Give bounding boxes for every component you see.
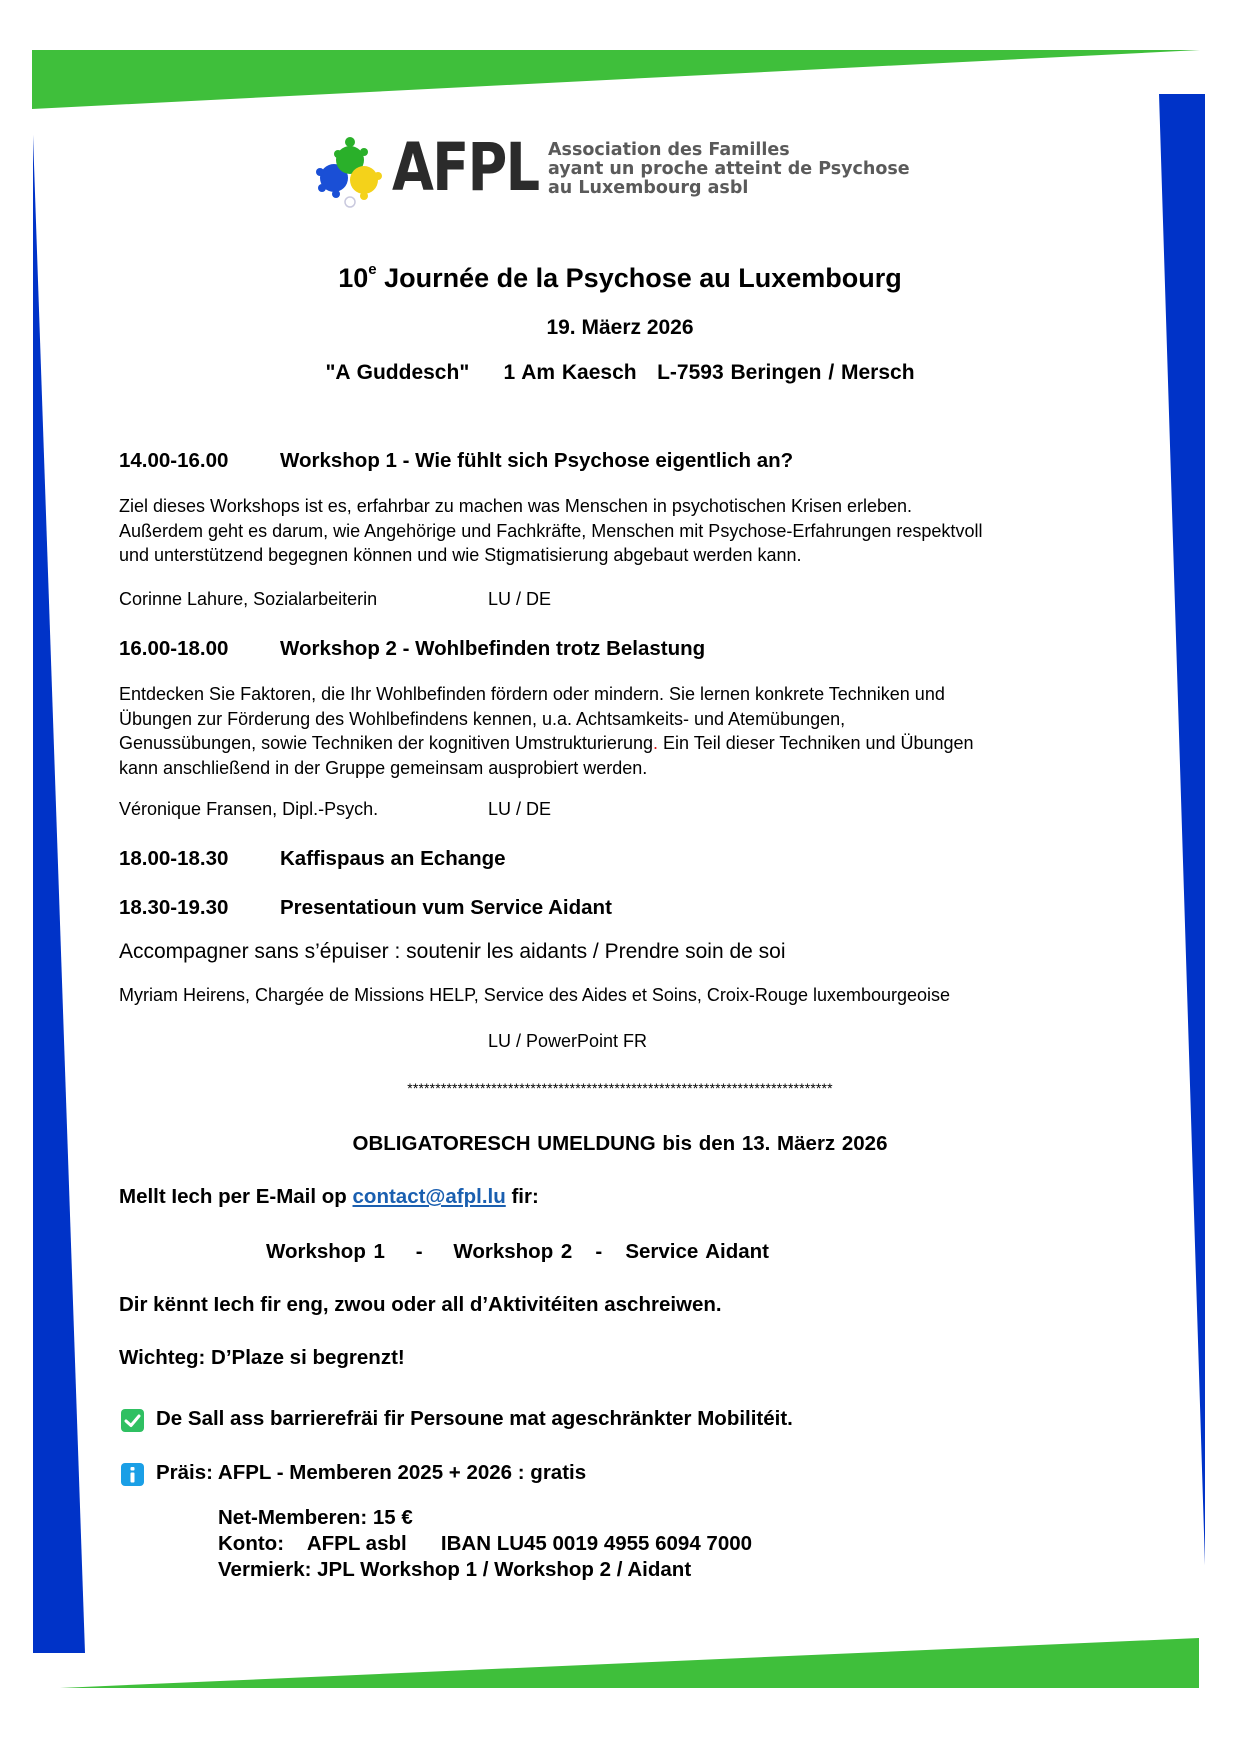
venue-city: L-7593 Beringen / Mersch [657, 361, 915, 384]
checkmark-icon [121, 1409, 144, 1432]
accessibility-note: De Sall ass barrierefräi fir Persoune mat ageschränkter Mobilitéit. [156, 1407, 793, 1430]
info-icon [121, 1463, 144, 1486]
program-speaker [119, 589, 552, 610]
program-speaker [119, 799, 552, 820]
choice-separator: - [595, 1240, 603, 1263]
description-line: Außerdem geht es darum, wie Angehörige und Fachkräfte, Menschen mit Psychose-Erfahrungen respektvoll [119, 520, 983, 541]
program-item-heading [119, 449, 793, 473]
speaker-language: LU / PowerPoint FR [488, 1031, 648, 1051]
venue-name: "A Guddesch" [325, 361, 470, 384]
event-date: 19. Mäerz 2026 [546, 316, 694, 339]
choice-workshop-1: Workshop 1 [266, 1240, 385, 1263]
program-subtitle: Accompagner sans s’épuiser : soutenir les aidants / Prendre soin de soi [119, 940, 786, 963]
event-venue [0, 361, 1240, 385]
program-item-heading [119, 847, 506, 871]
logo-line: au Luxembourg asbl [548, 178, 749, 198]
puzzle-pieces-icon [312, 132, 392, 210]
title-superscript: e [368, 261, 377, 278]
red-period: . [652, 733, 658, 753]
speaker-name: Myriam Heirens, Chargée de Missions HELP, Service des Aides et Soins, Croix-Rouge luxembourgeoise [119, 985, 951, 1005]
program-title: Workshop 2 - Wohlbefinden trotz Belastung [280, 637, 706, 660]
program-time: 18.30-19.30 [119, 896, 229, 919]
description-line: Entdecken Sie Faktoren, die Ihr Wohlbefinden fördern oder mindern. Sie lernen konkrete Techniken und [119, 684, 945, 704]
title-text: Journée de la Psychose au Luxembourg [376, 263, 902, 293]
price-members: Präis: AFPL - Memberen 2025 + 2026 : gratis [156, 1461, 587, 1484]
choice-separator: - [415, 1240, 423, 1263]
right-blue-band [1159, 94, 1205, 1565]
choice-service-aidant: Service Aidant [625, 1240, 770, 1263]
registration-email-line [119, 1185, 539, 1209]
email-prefix: Mellt Iech per E-Mail op [119, 1185, 353, 1208]
program-time: 14.00-16.00 [119, 449, 229, 472]
logo-line: Association des Familles [548, 140, 790, 160]
program-title: Kaffispaus an Echange [280, 847, 506, 870]
description-segment: Genussübungen, sowie Techniken der kognitiven Umstrukturierung [119, 733, 653, 753]
program-item-heading [119, 896, 612, 920]
payment-reference: Vermierk: JPL Workshop 1 / Workshop 2 / Aidant [218, 1558, 692, 1581]
speaker-name: Véronique Fransen, Dipl.-Psych. [119, 799, 379, 819]
title-number: 10 [338, 263, 369, 293]
account-label: Konto: [218, 1532, 285, 1555]
page-title [0, 263, 1240, 294]
description-line [119, 731, 974, 756]
afpl-logo [312, 129, 922, 210]
description-line: und unterstützend begegnen können und wie Stigmatisierung abgebaut werden kann. [119, 545, 802, 565]
description-line: Ziel dieses Workshops ist es, erfahrbar zu machen was Menschen in psychotischen Krisen erleben. [119, 496, 913, 516]
program-item-heading [119, 637, 705, 661]
program-description [119, 682, 974, 780]
venue-street: 1 Am Kaesch [503, 361, 637, 384]
speaker-language: LU / DE [488, 589, 552, 609]
separator-line: **************************************************************************** [407, 1080, 833, 1096]
info-glyph-icon [121, 1463, 144, 1486]
price-nonmembers: Net-Memberen: 15 € [218, 1506, 413, 1529]
account-holder: AFPL asbl [306, 1532, 407, 1555]
speaker-language: LU / DE [488, 799, 552, 819]
program-description [119, 494, 982, 568]
payment-details [218, 1505, 752, 1583]
program-title: Workshop 1 - Wie fühlt sich Psychose eigentlich an? [280, 449, 794, 472]
logo-tagline [548, 141, 910, 198]
account-line [218, 1531, 752, 1557]
logo-line: ayant un proche atteint de Psychose [548, 159, 910, 179]
registration-heading: OBLIGATORESCH UMELDUNG bis den 13. Mäerz 2026 [352, 1132, 888, 1155]
check-box-icon [121, 1409, 144, 1432]
registration-choices [266, 1240, 769, 1264]
choice-workshop-2: Workshop 2 [453, 1240, 573, 1263]
email-link[interactable]: contact@afpl.lu [352, 1185, 506, 1208]
program-title: Presentatioun vum Service Aidant [280, 896, 612, 919]
top-green-band [32, 50, 1200, 109]
registration-warning: Wichteg: D’Plaze si begrenzt! [119, 1346, 405, 1369]
bottom-green-band [60, 1638, 1199, 1688]
description-line: kann anschließend in der Gruppe gemeinsam ausprobiert werden. [119, 757, 648, 778]
description-line: Übungen zur Förderung des Wohlbefindens kennen, u.a. Achtsamkeits- und Atemübungen, [119, 708, 846, 729]
description-segment: Ein Teil dieser Techniken und Übungen [658, 733, 974, 753]
registration-note: Dir kënnt Iech fir eng, zwou oder all d’Aktivitéiten aschreiwen. [119, 1293, 722, 1316]
logo-acronym: AFPL [392, 129, 539, 206]
program-time: 18.00-18.30 [119, 847, 229, 870]
speaker-name: Corinne Lahure, Sozialarbeiterin [119, 589, 378, 609]
email-suffix: fir: [505, 1185, 539, 1208]
program-time: 16.00-18.00 [119, 637, 229, 660]
iban: IBAN LU45 0019 4955 6094 7000 [440, 1532, 753, 1555]
